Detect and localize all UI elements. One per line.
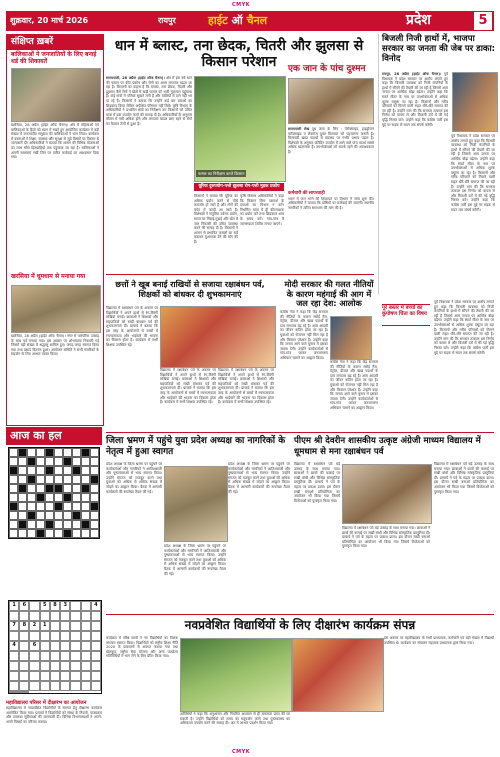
- sudoku-cell: [40, 661, 50, 671]
- sudoku-cell: [91, 671, 101, 681]
- sudoku-cell: [60, 671, 70, 681]
- sudoku-cell: [70, 641, 80, 651]
- sudoku-cell: [81, 601, 91, 611]
- brief-text-1: खरसिया, 28 अप्रैल (हाईट ऑफ चैनल)। क्षेत्र में महिलाओं एवं बालिकाओं के हितों को ध्यान में रखते हुए आयोजित कार्यक्रम में बड़ी संख्या में जनजातीय समुदाय की बालिकाओं ने भाग लिया। कार्यक्रम में वक्ताओं ने शिक्षा, स्वास्थ्य और सुरक्षा से जुड़े विषयों पर विस्तार से जानकारी दी। अधिकारियों ने बताया कि शासन की विभिन्न योजनाओं का लाभ सीधे हितग्राहियों तक पहुंचाया जा रहा है। बालिकाओं ने अपनी समस्याएं रखीं जिन पर त्वरित कार्रवाई का आश्वासन दिया गया।: [11, 123, 99, 160]
- page-number: 5: [474, 12, 492, 30]
- crossword-grid: [8, 447, 100, 539]
- sudoku-cell: [81, 621, 91, 631]
- brief-headline-1: बालिकाओं ने जनजातियों के लिए बनाई थर्ड की शिकायतें: [11, 51, 97, 65]
- page-header: [6, 11, 494, 31]
- right-pull-quote: पूरे बस्तर में बच्चों का कुपोषण चिंता का विषय: [382, 304, 430, 326]
- bottom-text-1: कार्यक्रम में वरिष्ठ छात्रों ने नए विद्यार्थियों का तिलक लगाकर स्वागत किया। विद्यार्थियों को राष्ट्रीय शिक्षा नीति 2020 के प्रावधानों से अवगत कराया गया तथा खेलकूद, राष्ट्रीय सेवा योजना और अन्य पाठ्येतर गतिविधियों में भाग लेने के लिए प्रेरित किया गया।: [106, 636, 178, 659]
- issue-date: शुक्रवार, 20 मार्च 2026: [10, 16, 89, 25]
- sudoku-cell: [50, 651, 60, 661]
- sudoku-cell: [50, 681, 60, 691]
- sudoku-cell: [60, 681, 70, 691]
- brand-name: हाईट ऑ चैनल: [208, 14, 268, 27]
- sudoku-cell: 4: [91, 601, 101, 611]
- sudoku-cell: 2: [29, 621, 39, 631]
- sudoku-cell: [40, 641, 50, 651]
- sudoku-cell: [60, 621, 70, 631]
- bottom-left-headline: महाविद्यालय परिसर में दीक्षारंभ का आयोजन: [6, 700, 87, 706]
- center-photo: [288, 78, 374, 124]
- bottom-text-3: इस अवसर पर महाविद्यालय के सभी प्राध्यापक, कर्मचारी एवं बड़ी संख्या में विद्यार्थी उपस्थित थे। कार्यक्रम का संचालन सहायक प्राध्यापक द्वारा किया गया।: [384, 636, 494, 645]
- brief-headline-2: खरसिया में धूमधाम से मनाया गया: [11, 273, 86, 280]
- row3-right-text-2: विद्यालय में रक्षाबंधन पर्व बड़े उत्साह के साथ मनाया गया। छात्राओं ने छात्रों की कलाई पर राखी बांधी और विभिन्न सांस्कृतिक प्रस्तुतियां दीं। प्राचार्य ने पर्व के महत्व पर प्रकाश डाला। इस दौरान राखी बनाओ प्रतियोगिता का आयोजन भी किया गया जिसमें विजेताओं को पुरस्कृत किया गया।: [342, 526, 430, 549]
- sudoku-cell: [19, 671, 29, 681]
- sudoku-cell: [29, 681, 39, 691]
- sudoku-cell: 6: [19, 601, 29, 611]
- sudoku-cell: 4: [9, 641, 19, 651]
- city-name: रायपुर: [158, 16, 176, 25]
- strip-left-headline: छत्तों ने खूब बनाई राखियों से सजाया रक्षाबंधन पर्व, शिक्षकों को बांधकर दी शुभकामनाएं: [115, 280, 265, 299]
- sudoku-cell: [19, 641, 29, 651]
- brief-news-box: [6, 34, 104, 426]
- brief-photo-1: [11, 68, 101, 122]
- sudoku-cell: 5: [40, 601, 50, 611]
- sudoku-cell: [29, 661, 39, 671]
- sudoku-cell: [9, 691, 19, 693]
- lead-text-3: कृषि विस्तार अधिकारियों ने कहा कि किसान बिना परामर्श के दवाओं का मिश्रण न करें। निर्धारित मात्रा में ही कीटनाशक का प्रयोग करें तथा छिड़काव शाम के समय करें। गांव-गांव में जागरूकता शिविर लगाए जाएंगे।: [240, 194, 284, 226]
- center-column: [288, 64, 374, 300]
- right-top-headline: बिजली निजी हाथों में, भाजपा सरकार का जनता की जेब पर डाका: विनोद: [382, 34, 496, 64]
- sudoku-cell: [19, 651, 29, 661]
- strip-mid-text: कांग्रेस नेता ने कहा कि केंद्र सरकार की नीतियों के कारण रसोई गैस, पेट्रोल, डीजल और खाद्य पदार्थों के दाम लगातार बढ़ रहे हैं। आम आदमी का जीवन कठिन होता जा रहा है। युवाओं को रोजगार नहीं मिल रहा है और किसान परेशान हैं। उन्होंने कहा कि जनता आने वाले चुनाव में इसका जवाब देगी। उन्होंने कार्यकर्ताओं से गांव-गांव जाकर जनजागरण अभियान चलाने का आह्वान किया।: [280, 310, 328, 360]
- brief-photo-2: [11, 285, 101, 333]
- sudoku-cell: 7: [9, 621, 19, 631]
- sudoku-cell: [50, 661, 60, 671]
- sudoku-cell: [40, 611, 50, 621]
- sudoku-cell: [9, 651, 19, 661]
- sudoku-cell: [81, 661, 91, 671]
- center-text-2: भवन में जल भरने की शिकायत पर विभाग ने जांच शुरू की। अधिकारियों ने बताया कि दोषियों पर कार्रवाई की जाएगी। स्थानीय नागरिकों ने त्वरित समाधान की मांग की है।: [288, 196, 374, 210]
- bottom-left-col: [6, 700, 102, 748]
- sudoku-cell: [50, 641, 60, 651]
- strip-left-text-3: विद्यालय में रक्षाबंधन पर्व के अवसर पर विद्यार्थियों ने अपने हाथों से रंग-बिरंगी राखियां बनाई। छात्राओं ने शिक्षकों और सहपाठियों को राखी बांधकर पर्व की शुभकामनाएं दीं। प्राचार्य ने बताया कि इस तरह के आयोजनों से बच्चों में रचनात्मकता और भाईचारे की भावना का विकास होता है। कार्यक्रम में सभी शिक्षक उपस्थित रहे।: [218, 368, 274, 405]
- sudoku-cell: 1: [40, 621, 50, 631]
- strip-mid-headline: मोदी सरकार की गलत नीतियों के कारण महंगाई की आग में जल रहा देश: आलोक: [284, 279, 374, 308]
- right-top-photo: [452, 72, 498, 132]
- sudoku-cell: [29, 651, 39, 661]
- sudoku-grid: [8, 600, 102, 694]
- lead-photo: [194, 76, 286, 182]
- sudoku-cell: [70, 651, 80, 661]
- sudoku-cell: [70, 671, 80, 681]
- strip-left-text: विद्यालय में रक्षाबंधन पर्व के अवसर पर विद्यार्थियों ने अपने हाथों से रंग-बिरंगी राखियां बनाई। छात्राओं ने शिक्षकों और सहपाठियों को राखी बांधकर पर्व की शुभकामनाएं दीं। प्राचार्य ने बताया कि इस तरह के आयोजनों से बच्चों में रचनात्मकता और भाईचारे की भावना का विकास होता है। कार्यक्रम में सभी शिक्षक उपस्थित रहे।: [106, 306, 158, 347]
- sudoku-cell: [50, 671, 60, 681]
- center-text: सरायपाली लेख दूध जला के लिए : पेरोक्साइड, हाइड्रोजन परॉक्साइड व लैक्टोज युक्त मिलावट को पहचानना जरूरी है। मिलावटी खाद्य पदार्थों से स्वास्थ्य पर गंभीर प्रभाव पड़ता है। विशेषज्ञों के अनुसार प्रतिदिन उपयोग में आने वाले पांच पदार्थ सबसे अधिक खतरनाक हैं। उपभोक्ताओं को सतर्क रहने की आवश्यकता है।: [288, 127, 374, 154]
- sudoku-cell: [81, 641, 91, 651]
- sudoku-cell: [91, 621, 101, 631]
- sudoku-cell: [70, 681, 80, 691]
- sudoku-cell: [91, 651, 101, 661]
- puzzle-box: [6, 427, 102, 605]
- sudoku-cell: [9, 631, 19, 641]
- sudoku-cell: [81, 681, 91, 691]
- sudoku-cell: [60, 611, 70, 621]
- row3-left-text-3: प्रदेश अध्यक्ष के जिला भ्रमण पर पहुंचने पर कार्यकर्ताओं और नागरिकों ने आतिशबाजी और पुष्पमालाओं से भव्य स्वागत किया। उन्होंने संगठन को मजबूत करने तथा युवाओं को अधिक से अधिक संख्या में जोड़ने का आह्वान किया। बैठक में आगामी कार्यक्रमों की रूपरेखा तैयार की गई।: [164, 544, 226, 576]
- right-mid-text: पूर्व विधायक ने प्रदेश सरकार पर आरोप लगाते हुए कहा कि बिजली व्यवस्था को निजी कंपनियों के हाथों में सौंपने की तैयारी की जा रही है जिससे आम जनता पर आर्थिक बोझ बढ़ेगा। उन्होंने कहा कि स्मार्ट मीटर के नाम पर उपभोक्ताओं से अधिक शुल्क वसूला जा रहा है। किसानों और गरीब परिवारों को मिलने वाली राहत धीरे-धीरे समाप्त की जा रही है। उन्होंने मांग की कि सरकार तत्काल इस निर्णय को वापस ले और बिजली दरों में की गई वृद्धि निरस्त करे। उन्होंने कहा कि कांग्रेस पार्टी इस मुद्दे पर सड़क से सदन तक संघर्ष करेगी।: [434, 300, 494, 355]
- sudoku-cell: [40, 671, 50, 681]
- sudoku-cell: [29, 601, 39, 611]
- brief-text-2: खरसिया, 28 अप्रैल (हाईट ऑफ चैनल)। नगर में पारंपरिक उत्साह के साथ पर्व मनाया गया। इस अवसर पर शोभायात्रा निकाली गई जिसमें बड़ी संख्या में श्रद्धालु शामिल हुए। जगह-जगह स्वागत किया गया तथा प्रसाद वितरण हुआ। आयोजन समिति ने सभी नागरिकों के सहयोग के लिए आभार व्यक्त किया।: [11, 334, 99, 357]
- sudoku-cell: [50, 621, 60, 631]
- bottom-photo-2: [292, 638, 384, 712]
- sudoku-cell: [19, 691, 29, 693]
- row3-right-headline: पीएम श्री देवरीन शासकीय उत्कृष्ट अंग्रेजी माध्यम विद्यालय में धूमधाम से मना रक्षाबंधन पर्व: [294, 436, 481, 457]
- strip-mid-photo: [330, 316, 372, 360]
- row3-left-text-2: प्रदेश अध्यक्ष के जिला भ्रमण पर पहुंचने पर कार्यकर्ताओं और नागरिकों ने आतिशबाजी और पुष्पमालाओं से भव्य स्वागत किया। उन्होंने संगठन को मजबूत करने तथा युवाओं को अधिक से अधिक संख्या में जोड़ने का आह्वान किया। बैठक में आगामी कार्यक्रमों की रूपरेखा तैयार की गई।: [228, 462, 290, 494]
- cmyk-mark-bottom: CMYK: [232, 749, 251, 755]
- strip-left-photo: [160, 306, 276, 368]
- sudoku-cell: [29, 611, 39, 621]
- lead-photo-caption: फसल का निरीक्षण करते किसान: [198, 171, 245, 176]
- row3-right-text-3: विद्यालय में रक्षाबंधन पर्व बड़े उत्साह के साथ मनाया गया। छात्राओं ने छात्रों की कलाई पर राखी बांधी और विभिन्न सांस्कृतिक प्रस्तुतियां दीं। प्राचार्य ने पर्व के महत्व पर प्रकाश डाला। इस दौरान राखी बनाओ प्रतियोगिता का आयोजन भी किया गया जिसमें विजेताओं को पुरस्कृत किया गया।: [434, 462, 494, 494]
- sudoku-cell: [60, 641, 70, 651]
- sudoku-cell: [9, 611, 19, 621]
- lead-subhead: यूरिया दुरुपयोग-पत्ती झुलसा रोग-पत्ती मुड़क प्रकोप: [194, 183, 284, 191]
- row3-left-headline: जिला भ्रमण में पहुंचे युवा प्रदेश अध्यक्ष का नागरिकों के नेतृत्व में हुआ स्वागत: [106, 436, 286, 457]
- sudoku-cell: 3: [60, 601, 70, 611]
- center-subhead: कर्मचारी की लापरवाही: [288, 191, 325, 196]
- sudoku-cell: [19, 681, 29, 691]
- cmyk-mark-top: CMYK: [232, 2, 251, 8]
- sudoku-cell: [19, 631, 29, 641]
- sudoku-cell: [19, 611, 29, 621]
- sudoku-cell: [70, 601, 80, 611]
- right-top-story: [378, 34, 498, 294]
- strip-mid-text-2: कांग्रेस नेता ने कहा कि केंद्र सरकार की नीतियों के कारण रसोई गैस, पेट्रोल, डीजल और खाद्य पदार्थों के दाम लगातार बढ़ रहे हैं। आम आदमी का जीवन कठिन होता जा रहा है। युवाओं को रोजगार नहीं मिल रहा है और किसान परेशान हैं। उन्होंने कहा कि जनता आने वाले चुनाव में इसका जवाब देगी। उन्होंने कार्यकर्ताओं से गांव-गांव जाकर जनजागरण अभियान चलाने का आह्वान किया।: [330, 360, 378, 410]
- sudoku-cell: [70, 611, 80, 621]
- sudoku-cell: [40, 651, 50, 661]
- sudoku-cell: 8: [19, 621, 29, 631]
- sudoku-cell: [29, 671, 39, 681]
- puzzle-header: आज का हल: [6, 427, 102, 445]
- sudoku-cell: [40, 681, 50, 691]
- divider-3: [106, 614, 494, 615]
- lead-text-2: किसानों ने बताया कि यूरिया का अधिक प्रयोग करने से पौधे कमजोर हो जाते हैं और रोगों की चपेट में जल्दी आ जाते हैं। विशेषज्ञों ने संतुलित उर्वरक प्रयोग, समय पर निंदाई-गुड़ाई और खेत में जल निकासी की उचित व्यवस्था करने की सलाह दी है। किसानों ने शासन से प्रभावित फसलों का सर्वे कराकर मुआवजा देने की मांग की है।: [194, 194, 238, 244]
- lead-text: सरायपाली, 28 अप्रैल (हाईट ऑफ चैनल)। क्षेत्र में इस वर्ष धान की फसल पर कीट प्रकोप और रोगों का असर लगातार बढ़ता जा रहा है। किसानों का कहना है कि ब्लास्ट, तना छेदक, चितरी और झुलसा जैसे रोगों ने खेतों में खड़ी फसल को भारी नुकसान पहुंचाया है। कई गांवों में पत्तियां सूखने लगी हैं और बालियों में दाने नहीं भर पा रहे हैं। किसानों ने बताया कि उन्होंने कई बार दवाओं का छिड़काव किया लेकिन अपेक्षित परिणाम नहीं मिले। कृषि विभाग के अधिकारियों ने प्रभावित क्षेत्रों का निरीक्षण कर किसानों को उचित मात्रा में दवा उपयोग करने की सलाह दी है। अधिकारियों के अनुसार मौसम में नमी अधिक होने और लगातार बादल छाए रहने से रोगों का फैलाव तेजी से हुआ है।: [106, 76, 192, 126]
- divider-2: [106, 432, 494, 433]
- sudoku-cell: [9, 671, 19, 681]
- sudoku-cell: [91, 641, 101, 651]
- sudoku-cell: [50, 611, 60, 621]
- sudoku-cell: [91, 631, 101, 641]
- right-top-text-2: पूर्व विधायक ने प्रदेश सरकार पर आरोप लगाते हुए कहा कि बिजली व्यवस्था को निजी कंपनियों के हाथों में सौंपने की तैयारी की जा रही है जिससे आम जनता पर आर्थिक बोझ बढ़ेगा। उन्होंने कहा कि स्मार्ट मीटर के नाम पर उपभोक्ताओं से अधिक शुल्क वसूला जा रहा है। किसानों और गरीब परिवारों को मिलने वाली राहत धीरे-धीरे समाप्त की जा रही है। उन्होंने मांग की कि सरकार तत्काल इस निर्णय को वापस ले और बिजली दरों में की गई वृद्धि निरस्त करे। उन्होंने कहा कि कांग्रेस पार्टी इस मुद्दे पर सड़क से सदन तक संघर्ष करेगी।: [451, 134, 495, 212]
- sudoku-cell: [91, 661, 101, 671]
- sudoku-cell: [81, 651, 91, 661]
- center-box-title: एक जान के पांच दुश्मन: [288, 64, 366, 74]
- bottom-headline: नवप्रवेशित विद्यार्थियों के लिए दीक्षारंभ कार्यक्रम संपन्न: [184, 618, 416, 632]
- row3-right-text: विद्यालय में रक्षाबंधन पर्व बड़े उत्साह के साथ मनाया गया। छात्राओं ने छात्रों की कलाई पर राखी बांधी और विभिन्न सांस्कृतिक प्रस्तुतियां दीं। प्राचार्य ने पर्व के महत्व पर प्रकाश डाला। इस दौरान राखी बनाओ प्रतियोगिता का आयोजन भी किया गया जिसमें विजेताओं को पुरस्कृत किया गया।: [294, 462, 340, 503]
- row3-photo-2: [342, 464, 432, 524]
- sudoku-cell: [81, 671, 91, 681]
- sudoku-cell: 8: [50, 601, 60, 611]
- sudoku-cell: [70, 661, 80, 671]
- right-top-text: रायपुर, 28 अप्रैल (हाईट ऑफ चैनल)। पूर्व विधायक ने प्रदेश सरकार पर आरोप लगाते हुए कहा कि बिजली व्यवस्था को निजी कंपनियों के हाथों में सौंपने की तैयारी की जा रही है जिससे आम जनता पर आर्थिक बोझ बढ़ेगा। उन्होंने कहा कि स्मार्ट मीटर के नाम पर उपभोक्ताओं से अधिक शुल्क वसूला जा रहा है। किसानों और गरीब परिवारों को मिलने वाली राहत धीरे-धीरे समाप्त की जा रही है। उन्होंने मांग की कि सरकार तत्काल इस निर्णय को वापस ले और बिजली दरों में की गई वृद्धि निरस्त करे। उन्होंने कहा कि कांग्रेस पार्टी इस मुद्दे पर सड़क से सदन तक संघर्ष करेगी।: [382, 72, 448, 127]
- sudoku-cell: 1: [9, 601, 19, 611]
- section-title: प्रदेश: [406, 12, 431, 28]
- sudoku-cell: [29, 631, 39, 641]
- row3-photo-1: [164, 466, 228, 542]
- sudoku-cell: [70, 621, 80, 631]
- sudoku-cell: [9, 681, 19, 691]
- sudoku-cell: [81, 631, 91, 641]
- brief-header: संक्षिप्त ख़बरें: [7, 35, 103, 50]
- sudoku-cell: 6: [29, 641, 39, 651]
- sudoku-cell: [60, 631, 70, 641]
- strip-left-text-2: विद्यालय में रक्षाबंधन पर्व के अवसर पर विद्यार्थियों ने अपने हाथों से रंग-बिरंगी राखियां बनाई। छात्राओं ने शिक्षकों और सहपाठियों को राखी बांधकर पर्व की शुभकामनाएं दीं। प्राचार्य ने बताया कि इस तरह के आयोजनों से बच्चों में रचनात्मकता और भाईचारे की भावना का विकास होता है। कार्यक्रम में सभी शिक्षक उपस्थित रहे।: [160, 368, 216, 405]
- sudoku-cell: [60, 651, 70, 661]
- sudoku-cell: [60, 661, 70, 671]
- divider-1: [106, 274, 374, 275]
- bottom-left-text: महाविद्यालय में नवप्रवेशित विद्यार्थियों के स्वागत हेतु दीक्षारंभ कार्यक्रम आयोजित किया गया। प्राचार्य ने विद्यार्थियों को संस्था के नियमों, पाठ्यक्रम और उपलब्ध सुविधाओं की जानकारी दी। विभिन्न विभागाध्यक्षों ने अपने-अपने विषयों का परिचय कराया।: [6, 706, 102, 725]
- lead-headline: धान में ब्लास्ट, तना छेदक, चितरी और झुलसा से किसान परेशान: [114, 38, 364, 70]
- sudoku-cell: [91, 611, 101, 621]
- sudoku-cell: [70, 631, 80, 641]
- sudoku-cell: [81, 611, 91, 621]
- bottom-text-2: अतिथियों ने कहा कि अनुशासन और नियमित अध्ययन से ही सफलता प्राप्त की जा सकती है। उन्होंने विद्यार्थियों को समय का सदुपयोग करने तथा पुस्तकालय का अधिकतम उपयोग करने की सलाह दी। अंत में आभार प्रदर्शन किया गया।: [180, 712, 290, 726]
- sudoku-cell: [19, 661, 29, 671]
- sudoku-cell: [40, 631, 50, 641]
- bottom-photo-1: [180, 638, 292, 712]
- sudoku-cell: [9, 661, 19, 671]
- sudoku-cell: [91, 681, 101, 691]
- sudoku-cell: [50, 631, 60, 641]
- row3-left-text: प्रदेश अध्यक्ष के जिला भ्रमण पर पहुंचने पर कार्यकर्ताओं और नागरिकों ने आतिशबाजी और पुष्पमालाओं से भव्य स्वागत किया। उन्होंने संगठन को मजबूत करने तथा युवाओं को अधिक से अधिक संख्या में जोड़ने का आह्वान किया। बैठक में आगामी कार्यक्रमों की रूपरेखा तैयार की गई।: [106, 462, 162, 494]
